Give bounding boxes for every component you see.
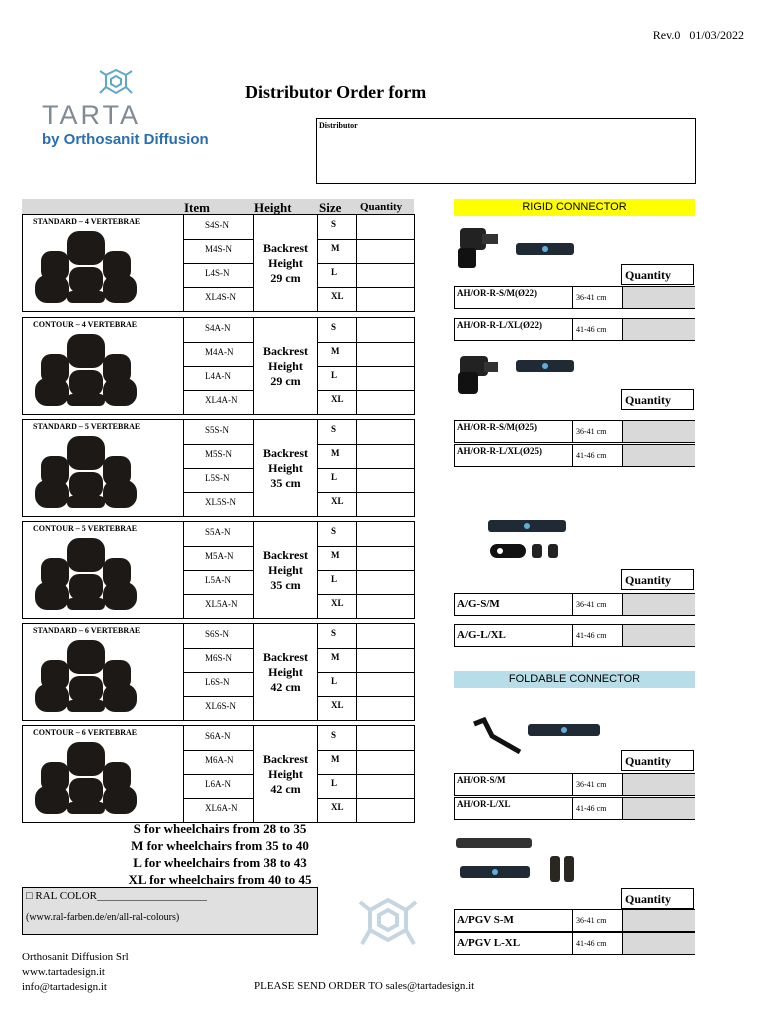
note-m: M for wheelchairs from 35 to 40 [131, 838, 309, 853]
item-size: S [331, 219, 337, 229]
category-cell [23, 215, 184, 311]
item-size: S [331, 526, 337, 536]
rigid-connector-22-image [454, 222, 584, 272]
backrest-height [254, 344, 317, 389]
col-height: Height [254, 200, 292, 215]
connector-code: AH/OR-S/M [457, 775, 506, 785]
category-cell [23, 522, 184, 618]
item-size: L [331, 370, 338, 380]
connector-row [454, 318, 695, 341]
item-size: L [331, 676, 338, 686]
item-code: S5A-N [205, 527, 231, 537]
backrest-image [31, 229, 141, 309]
foldable-connector-title: FOLDABLE CONNECTOR [454, 671, 695, 688]
item-size: L [331, 472, 338, 482]
ral-color-label: □ RAL COLOR____________________ [26, 890, 208, 902]
item-size: M [331, 550, 340, 560]
connector-code: A/G-S/M [457, 598, 500, 610]
connector-code: A/PGV L-XL [457, 937, 521, 949]
item-code: L5S-N [205, 473, 230, 483]
ral-color-field[interactable] [22, 887, 318, 935]
backrest-image [31, 332, 141, 412]
category-block [22, 623, 415, 721]
connector-code: A/PGV S-M [457, 914, 514, 926]
size-notes [100, 820, 340, 888]
item-code: XL4S-N [205, 292, 236, 302]
height-line: 42 cm [270, 680, 301, 694]
connector-row [454, 420, 695, 443]
connector-range: 41-46 cm [572, 933, 622, 954]
turtle-icon [96, 66, 136, 100]
backrest-image [31, 536, 141, 616]
backrest-image [31, 638, 141, 718]
height-line: Height [268, 359, 303, 373]
connector-code: AH/OR-R-S/M(Ø22) [457, 288, 537, 298]
pgv-connector-image [454, 834, 584, 886]
item-code: L6A-N [205, 779, 231, 789]
item-code: XL5S-N [205, 497, 236, 507]
category-block [22, 317, 415, 415]
item-code: S5S-N [205, 425, 230, 435]
item-code: M5S-N [205, 449, 233, 459]
page-title: Distributor Order form [245, 82, 427, 102]
item-code: S4A-N [205, 323, 231, 333]
item-code: S4S-N [205, 220, 230, 230]
item-size: M [331, 652, 340, 662]
height-line: Backrest [262, 548, 309, 562]
send-order-note: PLEASE SEND ORDER TO sales@tartadesign.it [254, 980, 475, 992]
rigid-connector-title: RIGID CONNECTOR [454, 199, 695, 216]
backrest-image [31, 740, 141, 820]
category-label: CONTOUR – 5 VERTEBRAE [33, 524, 138, 533]
category-cell [23, 318, 184, 414]
item-code: L6S-N [205, 677, 230, 687]
backrest-image [31, 434, 141, 514]
item-code: M4A-N [205, 347, 234, 357]
category-cell [23, 420, 184, 516]
item-size: XL [331, 394, 344, 404]
company-name: Orthosanit Diffusion Srl [22, 951, 129, 963]
item-code: M5A-N [205, 551, 234, 561]
backrest-height [254, 752, 317, 797]
connector-row [454, 593, 695, 616]
height-line: Height [268, 563, 303, 577]
height-line: Backrest [262, 752, 309, 766]
height-line: Height [268, 665, 303, 679]
revision-label: Rev.0 [652, 28, 681, 42]
item-size: M [331, 243, 340, 253]
ral-url: (www.ral-farben.de/en/all-ral-colours) [26, 912, 180, 923]
item-code: S6S-N [205, 629, 230, 639]
connector-code: AH/OR-L/XL [457, 799, 511, 809]
item-size: XL [331, 496, 344, 506]
item-size: M [331, 754, 340, 764]
category-cell [23, 624, 184, 720]
connector-row [454, 797, 695, 820]
connector-row [454, 909, 695, 932]
col-quantity: Quantity [360, 201, 403, 213]
turtle-watermark-icon [356, 892, 420, 952]
category-block [22, 214, 415, 312]
category-block [22, 521, 415, 619]
quantity-input[interactable] [622, 933, 695, 954]
height-line: Height [268, 461, 303, 475]
connector-range: 36-41 cm [572, 421, 622, 442]
connector-row [454, 624, 695, 647]
height-line: 29 cm [270, 374, 301, 388]
item-size: S [331, 322, 337, 332]
backrest-height [254, 241, 317, 286]
item-code: L4S-N [205, 268, 230, 278]
item-size: S [331, 424, 337, 434]
category-block [22, 419, 415, 517]
item-code: XL5A-N [205, 599, 238, 609]
quantity-input[interactable] [622, 445, 695, 466]
distributor-label: Distributor [319, 121, 358, 130]
height-line: Backrest [262, 344, 309, 358]
backrest-height [254, 548, 317, 593]
quantity-input[interactable] [622, 594, 695, 615]
item-size: XL [331, 291, 344, 301]
connector-range: 36-41 cm [572, 910, 622, 931]
connector-range: 36-41 cm [572, 774, 622, 795]
item-size: M [331, 346, 340, 356]
item-code: XL4A-N [205, 395, 238, 405]
col-size: Size [319, 200, 342, 215]
item-size: L [331, 574, 338, 584]
connector-range: 36-41 cm [572, 594, 622, 615]
height-line: Backrest [262, 650, 309, 664]
category-label: STANDARD – 4 VERTEBRAE [33, 217, 141, 226]
connector-range: 41-46 cm [572, 319, 622, 340]
item-size: L [331, 267, 338, 277]
height-line: 42 cm [270, 782, 301, 796]
connector-code: AH/OR-R-L/XL(Ø25) [457, 446, 542, 456]
quantity-header: Quantity [621, 569, 694, 590]
quantity-header: Quantity [621, 264, 694, 285]
item-code: M6A-N [205, 755, 234, 765]
distributor-field[interactable] [316, 118, 696, 184]
category-label: STANDARD – 5 VERTEBRAE [33, 422, 141, 431]
item-size: XL [331, 802, 344, 812]
quantity-input[interactable] [622, 421, 695, 442]
table-header [22, 199, 414, 215]
connector-code: AH/OR-R-S/M(Ø25) [457, 422, 537, 432]
company-web[interactable]: www.tartadesign.it [22, 966, 105, 978]
item-code: XL6A-N [205, 803, 238, 813]
backrest-height [254, 650, 317, 695]
connector-range: 41-46 cm [572, 625, 622, 646]
connector-row [454, 932, 695, 955]
item-code: M4S-N [205, 244, 233, 254]
connector-range: 36-41 cm [572, 287, 622, 308]
height-line: 35 cm [270, 578, 301, 592]
height-line: Height [268, 767, 303, 781]
height-line: 35 cm [270, 476, 301, 490]
item-code: S6A-N [205, 731, 231, 741]
note-s: S for wheelchairs from 28 to 35 [133, 821, 307, 836]
quantity-input[interactable] [622, 625, 695, 646]
quantity-header: Quantity [621, 750, 694, 771]
category-label: STANDARD – 6 VERTEBRAE [33, 626, 141, 635]
company-email[interactable]: info@tartadesign.it [22, 981, 107, 993]
item-size: XL [331, 700, 344, 710]
height-line: Backrest [262, 241, 309, 255]
connector-row [454, 286, 695, 309]
form-date: 01/03/2022 [689, 28, 744, 42]
foldable-connector-image [470, 716, 610, 762]
category-label: CONTOUR – 6 VERTEBRAE [33, 728, 138, 737]
height-line: Height [268, 256, 303, 270]
item-size: XL [331, 598, 344, 608]
logo-wordmark: TARTA [42, 100, 142, 130]
item-code: XL6S-N [205, 701, 236, 711]
connector-row [454, 444, 695, 467]
note-xl: XL for wheelchairs from 40 to 45 [128, 872, 312, 887]
connector-range: 41-46 cm [572, 445, 622, 466]
quantity-input[interactable] [622, 910, 695, 931]
item-size: L [331, 778, 338, 788]
quantity-input[interactable] [622, 774, 695, 795]
connector-range: 41-46 cm [572, 798, 622, 819]
quantity-header: Quantity [621, 389, 694, 410]
quantity-input[interactable] [622, 287, 695, 308]
ag-connector-image [486, 516, 576, 566]
item-size: S [331, 628, 337, 638]
height-line: 29 cm [270, 271, 301, 285]
quantity-input[interactable] [622, 798, 695, 819]
col-item: Item [184, 200, 210, 215]
revision-date [653, 28, 744, 43]
category-label: CONTOUR – 4 VERTEBRAE [33, 320, 138, 329]
backrest-height [254, 446, 317, 491]
category-block [22, 725, 415, 823]
item-size: M [331, 448, 340, 458]
company-info [22, 950, 129, 995]
connector-code: AH/OR-R-L/XL(Ø22) [457, 320, 542, 330]
note-l: L for wheelchairs from 38 to 43 [133, 855, 307, 870]
connector-code: A/G-L/XL [457, 629, 506, 641]
logo-subtitle: by Orthosanit Diffusion [42, 131, 209, 148]
rigid-connector-25-image [454, 350, 584, 400]
item-size: S [331, 730, 337, 740]
quantity-header: Quantity [621, 888, 694, 909]
category-cell [23, 726, 184, 822]
height-line: Backrest [262, 446, 309, 460]
connector-row [454, 773, 695, 796]
item-code: M6S-N [205, 653, 233, 663]
item-code: L4A-N [205, 371, 231, 381]
item-code: L5A-N [205, 575, 231, 585]
quantity-input[interactable] [622, 319, 695, 340]
